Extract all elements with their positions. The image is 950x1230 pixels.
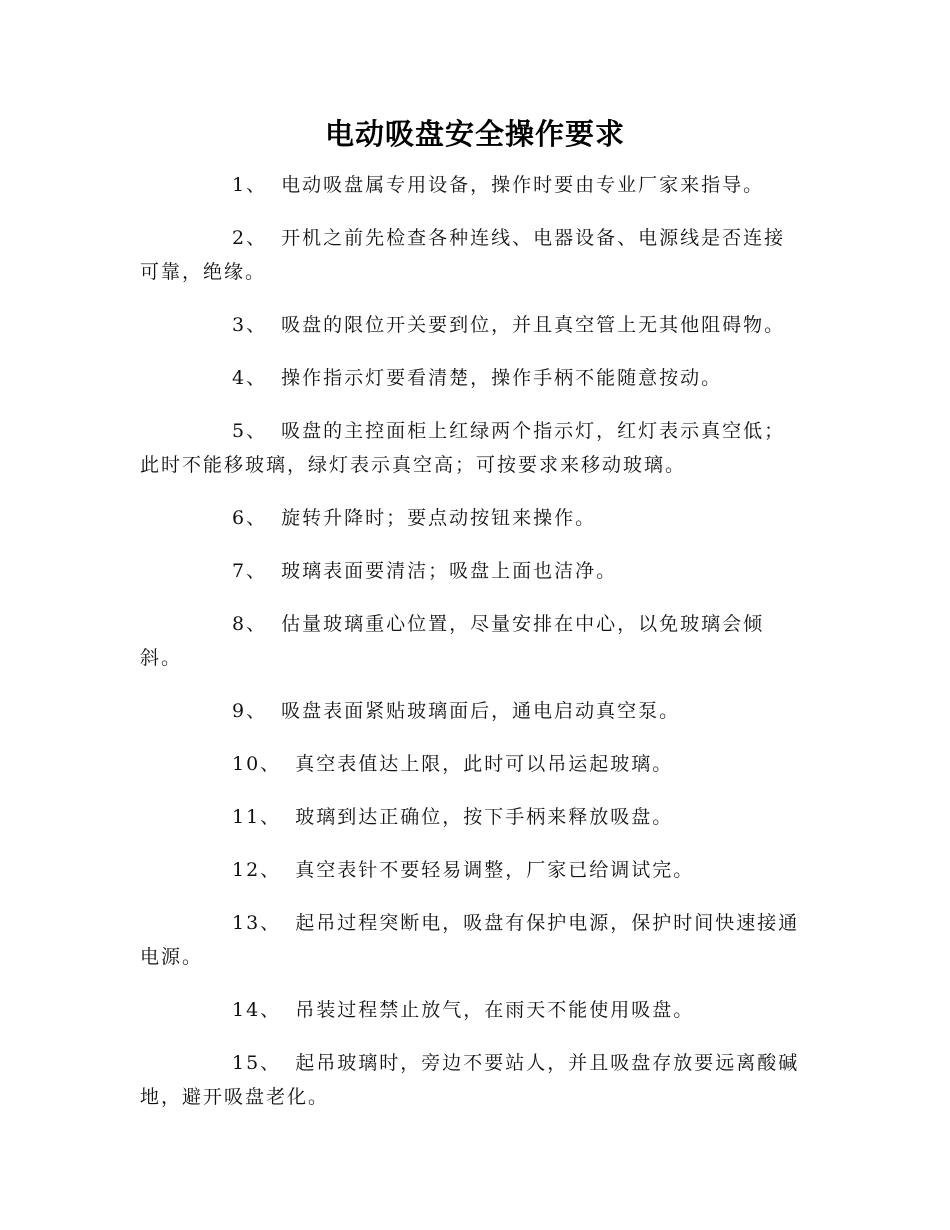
item-number: 9、 xyxy=(232,700,268,722)
item-number: 12、 xyxy=(232,859,282,881)
item-number: 2、 xyxy=(232,227,268,249)
item-text: 玻璃表面要清洁；吸盘上面也洁净。 xyxy=(281,560,618,582)
list-item xyxy=(140,694,805,728)
item-text: 估量玻璃重心位置，尽量安排在中心，以免玻璃会倾斜。 xyxy=(140,613,765,669)
item-number: 6、 xyxy=(232,507,268,529)
item-text: 电动吸盘属专用设备，操作时要由专业厂家来指导。 xyxy=(281,174,765,196)
item-text: 吊装过程禁止放气，在雨天不能使用吸盘。 xyxy=(295,999,695,1021)
item-text: 起吊过程突断电，吸盘有保护电源，保护时间快速接通电源。 xyxy=(140,912,800,968)
list-item xyxy=(140,501,805,535)
item-number: 13、 xyxy=(232,912,282,934)
item-number: 1、 xyxy=(232,174,268,196)
item-text: 开机之前先检查各种连线、电器设备、电源线是否连接可靠，绝缘。 xyxy=(140,227,786,283)
list-item xyxy=(140,993,805,1027)
list-item xyxy=(140,800,805,834)
list-item xyxy=(140,221,805,289)
item-text: 旋转升降时；要点动按钮来操作。 xyxy=(281,507,597,529)
rules-list xyxy=(140,168,805,1133)
item-number: 15、 xyxy=(232,1052,282,1074)
list-item xyxy=(140,361,805,395)
item-text: 玻璃到达正确位，按下手柄来释放吸盘。 xyxy=(295,806,674,828)
item-text: 吸盘的限位开关要到位，并且真空管上无其他阻碍物。 xyxy=(281,314,786,336)
item-number: 11、 xyxy=(232,806,282,828)
item-text: 吸盘表面紧贴玻璃面后，通电启动真空泵。 xyxy=(281,700,681,722)
list-item xyxy=(140,906,805,974)
item-text: 真空表值达上限，此时可以吊运起玻璃。 xyxy=(295,753,674,775)
list-item xyxy=(140,414,805,482)
list-item xyxy=(140,747,805,781)
list-item xyxy=(140,308,805,342)
list-item xyxy=(140,853,805,887)
document-title: 电动吸盘安全操作要求 xyxy=(324,117,625,151)
item-number: 3、 xyxy=(232,314,268,336)
item-number: 7、 xyxy=(232,560,268,582)
item-number: 10、 xyxy=(232,753,282,775)
list-item xyxy=(140,168,805,202)
item-number: 5、 xyxy=(232,420,268,442)
item-text: 吸盘的主控面柜上红绿两个指示灯，红灯表示真空低；此时不能移玻璃，绿灯表示真空高；可按要求来移动玻璃。 xyxy=(140,420,786,476)
item-text: 操作指示灯要看清楚，操作手柄不能随意按动。 xyxy=(281,367,723,389)
item-text: 起吊玻璃时，旁边不要站人，并且吸盘存放要远离酸碱地，避开吸盘老化。 xyxy=(140,1052,800,1108)
list-item xyxy=(140,1046,805,1114)
item-text: 真空表针不要轻易调整，厂家已给调试完。 xyxy=(295,859,695,881)
item-number: 8、 xyxy=(232,613,268,635)
item-number: 4、 xyxy=(232,367,268,389)
list-item xyxy=(140,607,805,675)
list-item xyxy=(140,554,805,588)
item-number: 14、 xyxy=(232,999,282,1021)
